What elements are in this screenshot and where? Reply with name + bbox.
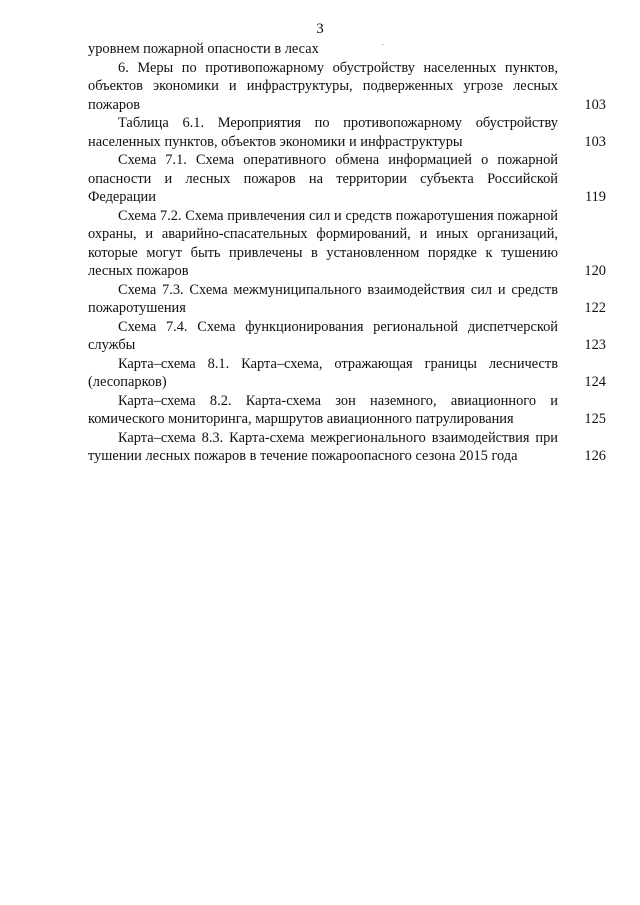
toc-entry [88,151,606,207]
toc-entry [88,429,606,466]
toc-entry-page: 103 [584,133,606,150]
toc-entry-text: Карта–схема 8.1. Карта–схема, отражающая границы лесничеств (лесопарков) [88,355,558,390]
toc-entry [88,392,606,429]
toc-entry-page: 122 [584,300,606,316]
toc-entry-page: 126 [584,448,606,464]
table-of-contents [88,40,606,466]
toc-entry [88,355,606,392]
toc-entry-page: 119 [584,189,606,205]
toc-entry-page: 123 [584,337,606,353]
toc-entry-page: 120 [584,263,606,279]
toc-entry [88,40,606,59]
toc-entry-text: Таблица 6.1. Мероприятия по противопожарному обустройству населенных пунктов, объектов экономики и инфраструктуры [88,115,558,150]
toc-entry [88,281,606,318]
toc-entry-page: 103 [584,96,606,113]
toc-entry-text: Карта–схема 8.2. Карта-схема зон наземного, авиационного и комического мониторинга, маршрутов авиационного патрулирования [88,392,558,427]
toc-entry [88,114,606,151]
toc-entry-text: Схема 7.1. Схема оперативного обмена информацией о пожарной опасности и лесных пожаров на территории субъекта Российской Федерации [88,152,558,205]
toc-entry [88,318,606,355]
toc-entry-text: 6. Меры по противопожарному обустройству населенных пунктов, объектов экономики и инфраструктуры, подверженных угрозе лесных пожаров [88,59,558,113]
scan-mark: . [382,38,384,47]
toc-entry-page: 125 [584,411,606,427]
toc-entry-text: Схема 7.2. Схема привлечения сил и средств пожаротушения пожарной охраны, и аварийно-спасательных формирований, и иных организаций, которые могут быть привлечены в установленном порядке к тушению лесных пожаров [88,207,558,279]
toc-entry-text: Схема 7.4. Схема функционирования региональной диспетчерской службы [88,318,558,353]
toc-entry-page: 124 [584,374,606,390]
toc-entry-text: уровнем пожарной опасности в лесах [88,41,319,57]
toc-entry-text: Схема 7.3. Схема межмуниципального взаимодействия сил и средств пожаротушения [88,281,558,316]
toc-entry-text: Карта–схема 8.3. Карта-схема межрегионального взаимодействия при тушении лесных пожаров в течение пожароопасного сезона 2015 года [88,429,558,464]
page-number: 3 [316,21,324,37]
toc-entry [88,207,606,281]
toc-entry [88,59,606,115]
